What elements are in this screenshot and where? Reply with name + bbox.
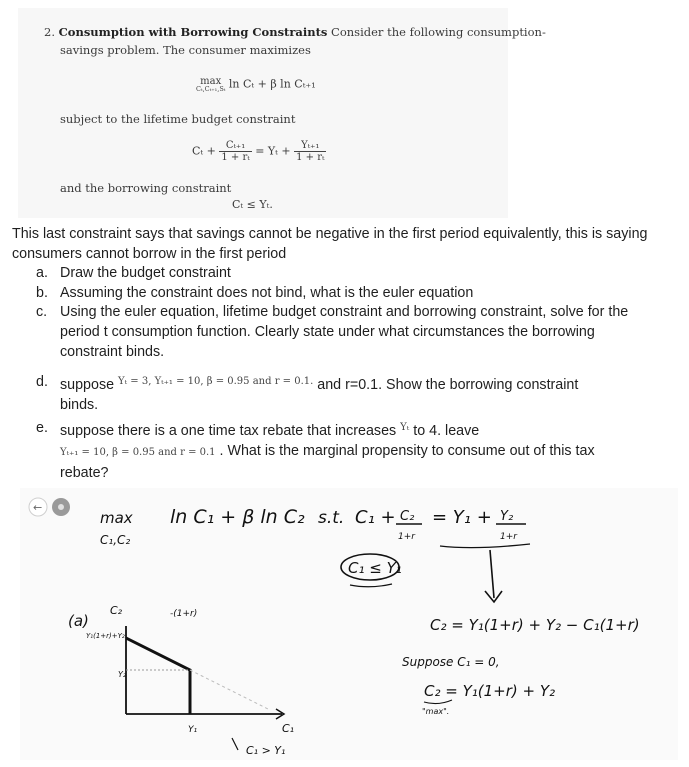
item-text-post: . What is the marginal propensity to consume out of this tax	[219, 443, 595, 459]
problem-intro-1: Consider the following consumption-	[331, 25, 546, 39]
objective-function	[196, 76, 316, 93]
hw-max-subscript: C₁,C₂	[100, 533, 131, 547]
item-label: a.	[36, 265, 48, 281]
problem-heading	[44, 25, 546, 39]
item-text	[60, 418, 646, 483]
item-text: Assuming the constraint does not bind, what is the euler equation	[60, 285, 474, 301]
hw-axis-x-label: C₁	[282, 722, 295, 735]
back-button[interactable]	[29, 498, 47, 516]
list-item-a	[36, 263, 646, 283]
inline-math: Yₜ₊₁ = 10, β = 0.95 and r = 0.1	[60, 447, 216, 458]
budget-lhs: Cₜ +	[192, 144, 216, 158]
hw-st: s.t.	[318, 508, 345, 528]
hw-constraint: C₁ ≤ Y₁	[348, 559, 402, 577]
objective-expression: ln Cₜ + β ln Cₜ₊₁	[228, 77, 316, 91]
item-text: Draw the budget constraint	[60, 265, 231, 281]
item-label: d.	[36, 374, 48, 390]
budget-line	[126, 638, 190, 714]
item-text: Using the euler equation, lifetime budget constraint and borrowing constraint, solve for the period t consumption function. Clearly state under what circumstances the borrowing constraint binds.	[60, 304, 629, 360]
fraction-2-denominator: 1 + rₜ	[296, 152, 325, 163]
item-text-line3: rebate?	[60, 465, 109, 481]
hw-axis-y-label: C₂	[110, 604, 123, 617]
hw-budget-y2: Y₂	[500, 509, 514, 524]
hw-c1-gt-y1: C₁ > Y₁	[246, 744, 286, 757]
budget-equation	[192, 140, 326, 163]
hw-part-a: (a)	[68, 612, 89, 630]
list-item-c	[36, 302, 646, 362]
problem-title: Consumption with Borrowing Constraints	[58, 25, 328, 39]
handwritten-notes	[20, 488, 678, 760]
problem-intro-2: savings problem. The consumer maximizes	[60, 43, 311, 57]
subject-to-text: subject to the lifetime budget constraint	[60, 112, 296, 126]
hw-budget-den-1: 1+r	[398, 532, 415, 542]
hw-slope-label: -(1+r)	[170, 609, 198, 619]
list-item-b	[36, 283, 646, 303]
hw-tick-y1: Y₁	[188, 725, 198, 735]
problem-number: 2.	[44, 25, 55, 39]
item-text	[60, 372, 646, 415]
inline-math: Yₜ = 3, Yₜ₊₁ = 10, β = 0.95 and r = 0.1.	[118, 376, 314, 387]
hw-intercept-y2: Y₂	[118, 670, 127, 679]
borrowing-label: and the borrowing constraint	[60, 181, 232, 195]
hw-max: max	[100, 509, 133, 527]
item-text-pre: suppose there is a one time tax rebate that increases	[60, 423, 397, 439]
max-subscript: Cₜ,Cₜ₊₁,Sₜ	[196, 85, 226, 93]
hw-objective: ln C₁ + β ln C₂	[170, 506, 305, 528]
back-arrow-icon: ←	[33, 501, 43, 514]
item-text-line2: binds.	[60, 397, 99, 413]
pen-icon	[58, 504, 64, 510]
pen-tool-button[interactable]	[52, 498, 70, 516]
hw-equation-2: C₂ = Y₁(1+r) + Y₂	[424, 682, 556, 700]
budget-line-extension	[190, 670, 270, 710]
borrowing-constraint: Cₜ ≤ Yₜ.	[232, 198, 273, 211]
item-text-post: to 4. leave	[413, 423, 480, 439]
hw-max-note: "max".	[422, 707, 450, 716]
list-item-e	[36, 418, 646, 483]
inline-math: Yₜ	[400, 422, 410, 433]
item-text-post: and r=0.1. Show the borrowing constraint	[317, 377, 579, 393]
hw-intercept-top: Y₁(1+r)+Y₂	[86, 632, 125, 640]
hw-equation-1: C₂ = Y₁(1+r) + Y₂ − C₁(1+r)	[430, 616, 640, 634]
item-label: b.	[36, 285, 48, 301]
fraction-2-numerator: Yₜ₊₁	[294, 140, 326, 152]
fraction-1-denominator: 1 + rₜ	[221, 152, 250, 163]
item-text-pre: suppose	[60, 377, 115, 393]
budget-fraction-1	[219, 140, 251, 163]
hw-budget-c2: C₂	[400, 509, 415, 524]
budget-fraction-2	[294, 140, 326, 163]
list-item-d	[36, 372, 646, 415]
hw-suppose: Suppose C₁ = 0,	[402, 655, 500, 669]
hw-budget-lhs: C₁ +	[355, 507, 396, 528]
constraint-explanation: This last constraint says that savings cannot be negative in the first period equivalently, this is saying consumers cannot borrow in the first period	[12, 226, 648, 262]
hw-budget-den-2: 1+r	[500, 532, 517, 542]
max-operator: max	[200, 76, 222, 87]
notes-canvas	[20, 488, 678, 760]
item-label: c.	[36, 304, 48, 320]
fraction-1-numerator: Cₜ₊₁	[219, 140, 251, 152]
hw-budget-mid: = Y₁ +	[432, 507, 492, 528]
budget-middle: = Yₜ +	[255, 144, 291, 158]
item-label: e.	[36, 420, 48, 436]
